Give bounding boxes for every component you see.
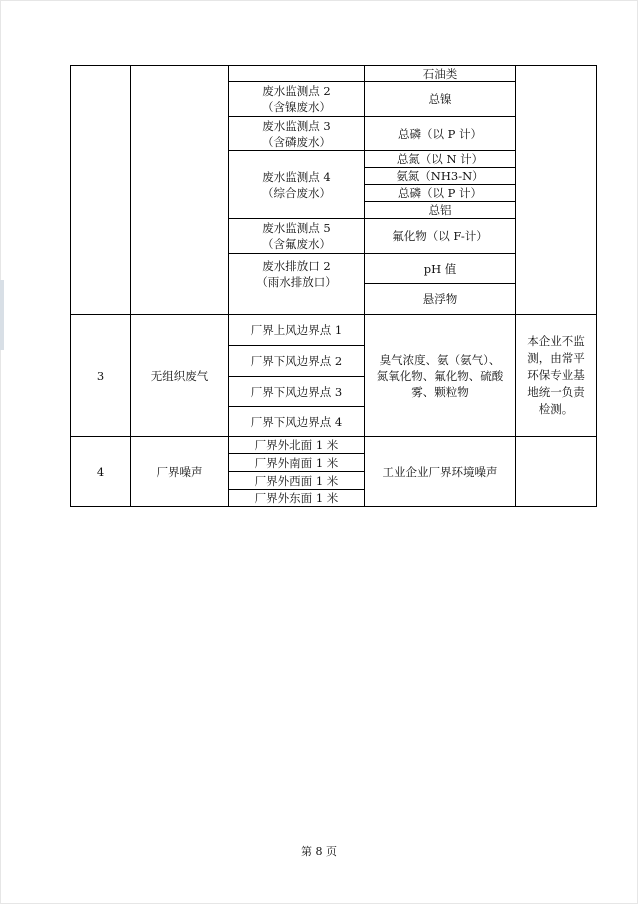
table-cell-point: 厂界下风边界点 2 <box>250 354 343 368</box>
table-cell-point <box>228 66 364 81</box>
scan-edge-mark <box>0 280 4 350</box>
table-cell-index: 3 <box>96 368 105 383</box>
table-cell-item: 总磷（以 P 计） <box>397 126 483 141</box>
table-cell-item: 石油类 <box>422 66 458 81</box>
table-cell-point: 厂界下风边界点 3 <box>250 384 343 399</box>
table-cell-note: 本企业不监 测，由常平 环保专业基 地统一负责 检测。 <box>527 334 585 416</box>
table-cell-point: 厂界外西面 1 米 <box>254 473 339 488</box>
table-cell-item: pH 值 <box>423 261 457 276</box>
table-cell-note <box>516 437 596 506</box>
table-cell-point: 厂界外北面 1 米 <box>254 438 339 452</box>
table-cell-item: 总镍 <box>428 92 452 106</box>
table-cell-point: 废水排放口 2 （雨水排放口） <box>256 259 337 289</box>
table-cell-item: 悬浮物 <box>422 292 458 306</box>
table-cell-point: 废水监测点 5 （含氟废水） <box>262 221 331 251</box>
table-cell-item: 总磷（以 P 计） <box>397 186 483 200</box>
table-cell-category: 无组织废气 <box>150 368 209 383</box>
table-cell-item: 总氮（以 N 计） <box>396 152 484 166</box>
table-cell-point: 废水监测点 4 （综合废水） <box>262 169 331 200</box>
table-cell-index: 4 <box>96 464 105 479</box>
page-number: 第 8 页 <box>301 845 337 858</box>
table-cell-category: 厂界噪声 <box>156 464 203 479</box>
table-cell-point: 厂界上风边界点 1 <box>250 323 343 337</box>
table-cell-item: 氨氮（NH3-N） <box>396 169 484 183</box>
table-cell-point: 厂界外南面 1 米 <box>254 455 339 470</box>
table-cell-item: 氟化物（以 F-计） <box>392 229 488 243</box>
table-cell-point: 厂界外东面 1 米 <box>254 491 339 505</box>
table-cell-point: 废水监测点 3 （含磷废水） <box>262 118 331 149</box>
table-cell-items: 臭气浓度、氨（氨气）、 氮氧化物、氟化物、硫酸 雾、颗粒物 <box>376 352 504 399</box>
table-cell-point: 厂界下风边界点 4 <box>250 414 343 429</box>
table-cell-items: 工业企业厂界环境噪声 <box>382 464 498 479</box>
table-cell-point: 废水监测点 2 （含镍废水） <box>262 84 331 114</box>
table-cell-item: 总铝 <box>428 203 452 217</box>
